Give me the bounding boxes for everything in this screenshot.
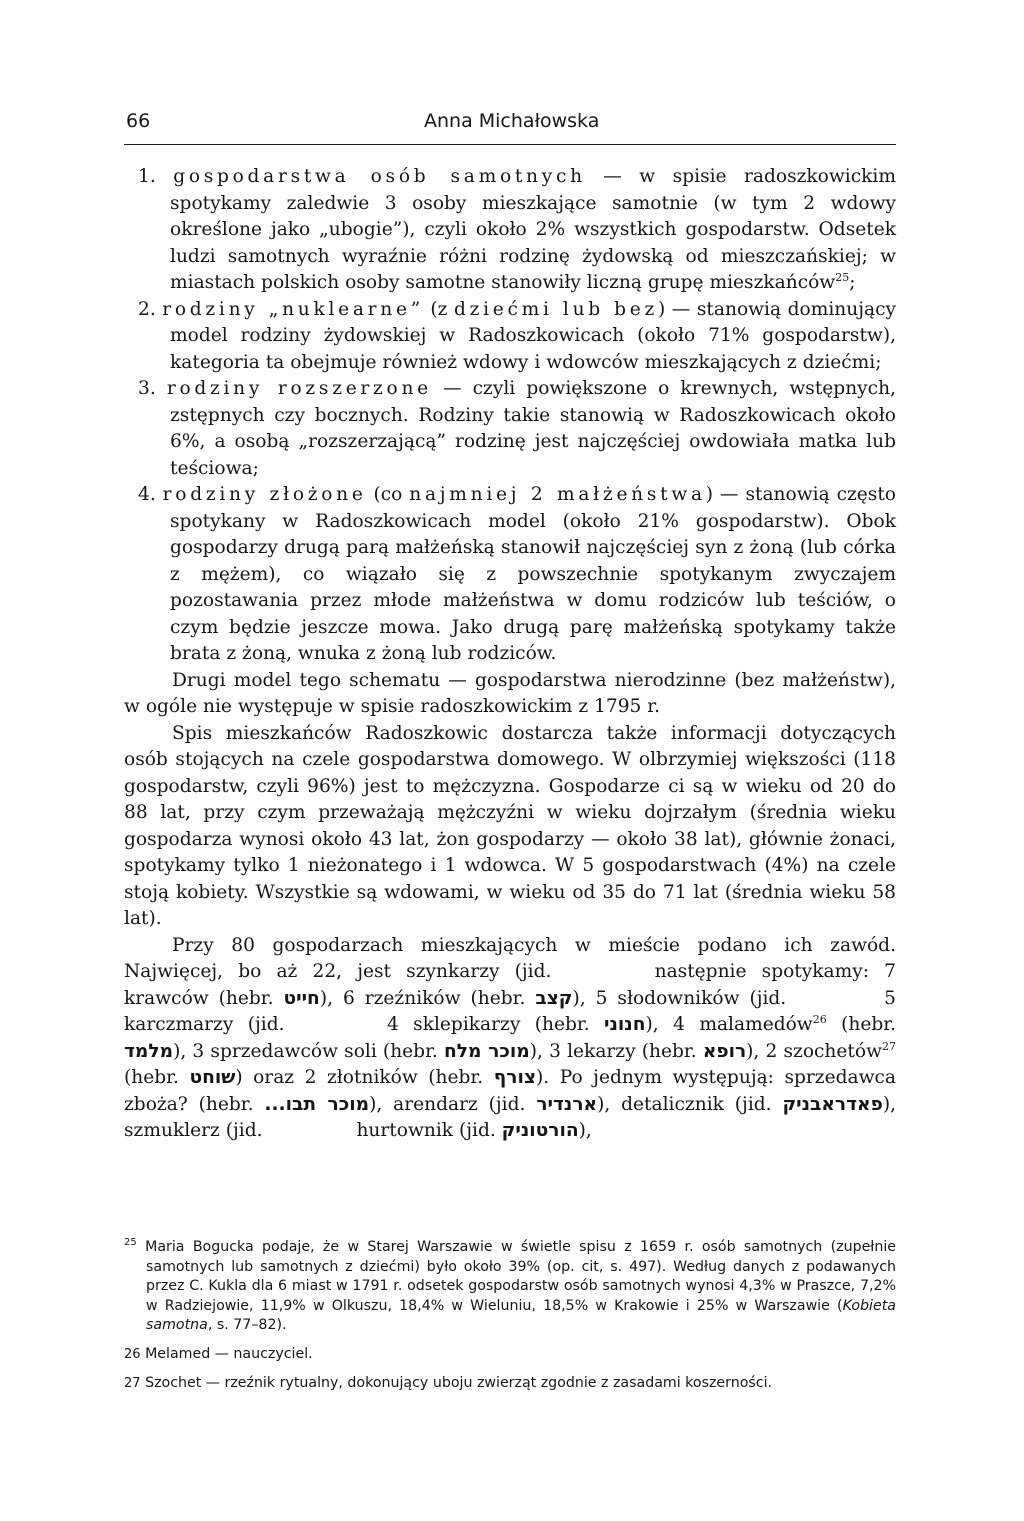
paragraph: Drugi model tego schematu — gospodarstwa nierodzinne (bez małżeństw), w ogóle nie występuje w spisie radoszkowickim z 1795 r. xyxy=(124,669,896,717)
list-item: 1. gospodarstwa osób samotnych — w spisie radoszkowickim spotykamy zaledwie 3 osoby mieszkające samotnie (w tym 2 wdowy określone jako „ubogie”), czyli około 2% wszystkich gospodarstw. Odsetek ludzi samotnych wyraźnie różni rodzinę żydowską od mieszczańskiej; w miastach polskich osoby samotne stanowiły liczną grupę mieszkańców$^{25}$; xyxy=(138,166,896,293)
footnote-ref[interactable]: 26 xyxy=(812,1013,827,1026)
hebrew-word: ...מוכר תבו xyxy=(264,1093,370,1115)
book-page xyxy=(124,110,897,1391)
spaced-term: najmniej 2 małżeństwa xyxy=(409,484,706,505)
hebrew-word: חנוני xyxy=(604,1014,646,1035)
hebrew-word: מוכר מלח xyxy=(444,1040,530,1062)
paragraph: Spis mieszkańców Radoszkowic dostarcza także informacji dotyczących osób stojących na czele gospodarstwa domowego. W olbrzymiej większości (118 gospodarstw, czyli 96%) jest to mężczyzna. Gospodarze ci są w wieku od 20 do 88 lat, przy czym przeważają mężczyźni w wieku dojrzałym (średnia wieku gospodarza wynosi około 43 lat, żon gospodarzy — około 38 lat), głównie żonaci, spotykamy tylko 1 nieżonatego i 1 wdowca. W 5 gospodarstwach (4%) na czele stoją kobiety. Wszystkie są wdowami, w wieku od 35 do 71 lat (średnia wieku 58 lat). xyxy=(124,722,896,929)
spaced-term: rodziny rozszerzone xyxy=(166,378,432,399)
footnote-ref[interactable]: 27 xyxy=(882,1039,896,1053)
paragraph: Przy 80 gospodarzach mieszkających w mieście podano ich zawód. Najwięcej, bo aż 22, jest szynkarzy (jid. następnie spotykamy: 7 krawców (hebr. חייט), 6 rzeźników (hebr. קצב), 5 słodowników (jid. 5 karczmarzy (jid. 4 sklepikarzy (hebr. חנוני), 4 malamedów$^{26}$ (hebr. מלמד), 3 sprzedawców soli (hebr. מוכר מלח), 3 lekarzy (hebr. רופא), 2 szochetów$^{27}$ (hebr. שוחט) oraz 2 złotników (hebr. צורף). Po jednym występują: sprzedawca zboża? (hebr. ...מוכר תבו), arendarz (jid. ארנדיר), detalicznik (jid. פאדראבניק), szmuklerz (jid. hurtownik (jid. הורטוניק), xyxy=(124,934,897,1141)
running-head: Anna Michałowska xyxy=(424,110,600,132)
hebrew-word: צורף xyxy=(493,1067,536,1088)
hebrew-word: ארנדיר xyxy=(536,1093,598,1115)
hebrew-word: חייט xyxy=(283,987,320,1009)
hebrew-word: שוחט xyxy=(189,1067,236,1088)
list-item: 4. rodziny złożone (co najmniej 2 małżeństwa) — stanowią często spotykany w Radoszkowicach model (około 21% gospodarstw). Obok gospodarzy drugą parą małżeńską stanowił najczęściej syn z żoną (lub córka z mężem), co wiązało się z powszechnie spotykanym zwyczajem pozostawania przez młode małżeństwa w domu rodziców lub teściów, o czym będzie jeszcze mowa. Jako drugą parę małżeńską spotykamy także brata z żoną, wnuka z żoną lub rodziców. xyxy=(138,484,896,664)
list-item: 3. rodziny rozszerzone — czyli powiększone o krewnych, wstępnych, zstępnych czy bocznych. Rodziny takie stanowią w Radoszkowicach około 6%, a osobą „rozszerzającą” rodzinę jest najczęściej owdowiała matka lub teściowa; xyxy=(138,378,896,479)
footnote: 27 Szochet — rzeźnik rytualny, dokonujący uboju zwierząt zgodnie z zasadami koszerności. xyxy=(124,1374,773,1391)
spaced-term: rodziny złożone xyxy=(162,484,367,505)
footnote-number: 26 xyxy=(124,1346,141,1362)
hebrew-word: הורטוניק xyxy=(501,1120,579,1141)
hebrew-word: פאדראבניק xyxy=(782,1093,883,1115)
footnote-number: 25 xyxy=(124,1237,137,1248)
header-rule xyxy=(124,144,896,145)
spaced-term: gospodarstwa osób samotnych xyxy=(173,166,586,187)
hebrew-word: קצב xyxy=(535,987,573,1009)
main-text xyxy=(124,164,896,1145)
spaced-term: rodziny „nuklearne” xyxy=(162,298,424,320)
list-item: 2. rodziny „nuklearne” (z dziećmi lub bez) — stanowią dominujący model rodziny żydowskiej w Radoszkowicach (około 71% gospodarstw), kategoria ta obejmuje również wdowy i wdowców mieszkających z dziećmi; xyxy=(138,298,896,373)
footnote: $^{25}$ Maria Bogucka podaje, że w Starej Warszawie w świetle spisu z 1659 r. osób samotnych (zupełnie samotnych lub samotnych z dziećmi) było około 39% (op. cit, s. 497). Według danych z podawanych przez C. Kukla dla 6 miast w 1791 r. odsetek gospodarstw osób samotnych wynosi 4,3% w Praszce, 7,2% w Radziejowie, 11,9% w Olkuszu, 18,4% w Wieluniu, 18,5% w Krakowie i 25% w Warszawie (Kobieta samotna, s. 77–82). xyxy=(124,1237,896,1334)
footnote: 26 Melamed — nauczyciel. xyxy=(124,1345,313,1362)
spaced-term: dziećmi lub bez xyxy=(454,298,658,320)
footnote-number: 27 xyxy=(124,1375,141,1391)
footnote-ref[interactable]: 25 xyxy=(835,271,850,284)
hebrew-word: מלמד xyxy=(124,1040,174,1062)
page-header xyxy=(124,110,896,144)
page-number: 66 xyxy=(126,110,151,132)
hebrew-word: רופא xyxy=(702,1040,747,1062)
cited-title: Kobieta samotna xyxy=(146,1297,896,1334)
footnotes xyxy=(124,1238,896,1402)
